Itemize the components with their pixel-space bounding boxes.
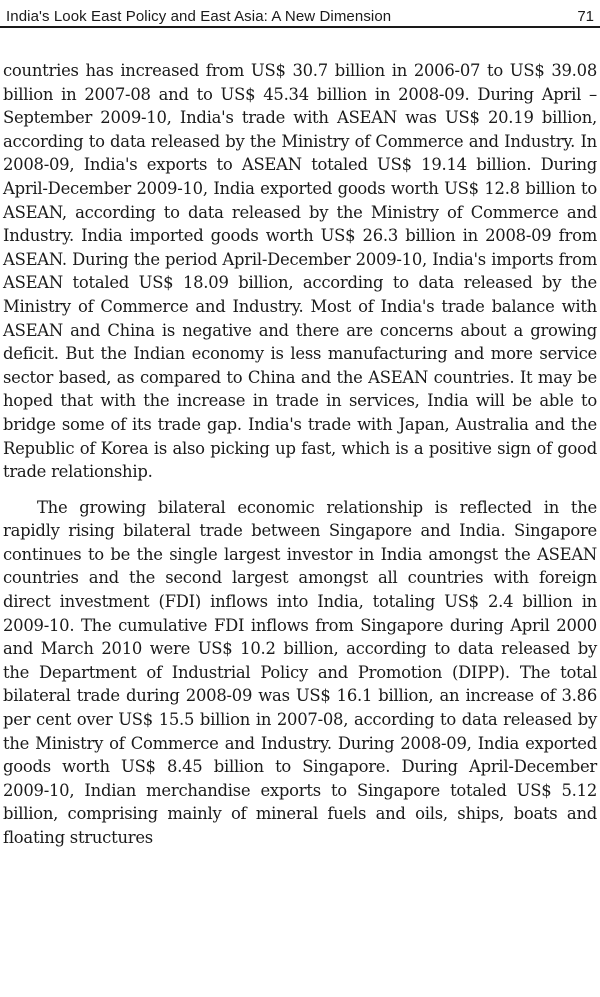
page-number: 71 [577, 8, 594, 25]
running-header [0, 0, 600, 26]
paragraph: countries has increased from US$ 30.7 billion in 2006-07 to US$ 39.08 billion in 2007-08 and to US$ 45.34 billion in 2008-09. During April – September 2009-10, India's trade with ASEAN was US$ 20.19 billion, according to data released by the Ministry of Commerce and Industry. In 2008-09, India's exports to ASEAN totaled US$ 19.14 billion. During April-December 2009-10, India exported goods worth US$ 12.8 billion to ASEAN, according to data released by the Ministry of Commerce and Industry. India imported goods worth US$ 26.3 billion in 2008-09 from ASEAN. During the period April-December 2009-10, India's imports from ASEAN totaled US$ 18.09 billion, according to data released by the Ministry of Commerce and Industry. Most of India's trade balance with ASEAN and China is negative and there are concerns about a growing deficit. But the Indian economy is less manufacturing and more service sector based, as compared to China and the ASEAN countries. It may be hoped that with the increase in trade in services, India will be able to bridge some of its trade gap. India's trade with Japan, Australia and the Republic of Korea is also picking up fast, which is a positive sign of good trade relationship. [3, 61, 597, 482]
body-text [3, 59, 597, 850]
running-head-title: India's Look East Policy and East Asia: A New Dimension [6, 8, 392, 25]
paragraph: The growing bilateral economic relationship is reflected in the rapidly rising bilateral trade between Singapore and India. Singapore continues to be the single largest investor in India amongst the ASEAN countries and the second largest amongst all countries with foreign direct investment (FDI) inflows into India, totaling US$ 2.4 billion in 2009-10. The cumulative FDI inflows from Singapore during April 2000 and March 2010 were US$ 10.2 billion, according to data released by the Department of Industrial Policy and Promotion (DIPP). The total bilateral trade during 2008-09 was US$ 16.1 billion, an increase of 3.86 per cent over US$ 15.5 billion in 2007-08, according to data released by the Ministry of Commerce and Industry. During 2008-09, India exported goods worth US$ 8.45 billion to Singapore. During April-December 2009-10, Indian merchandise exports to Singapore totaled US$ 5.12 billion, comprising mainly of mineral fuels and oils, ships, boats and floating structures [3, 497, 597, 847]
header-rule [0, 26, 600, 28]
